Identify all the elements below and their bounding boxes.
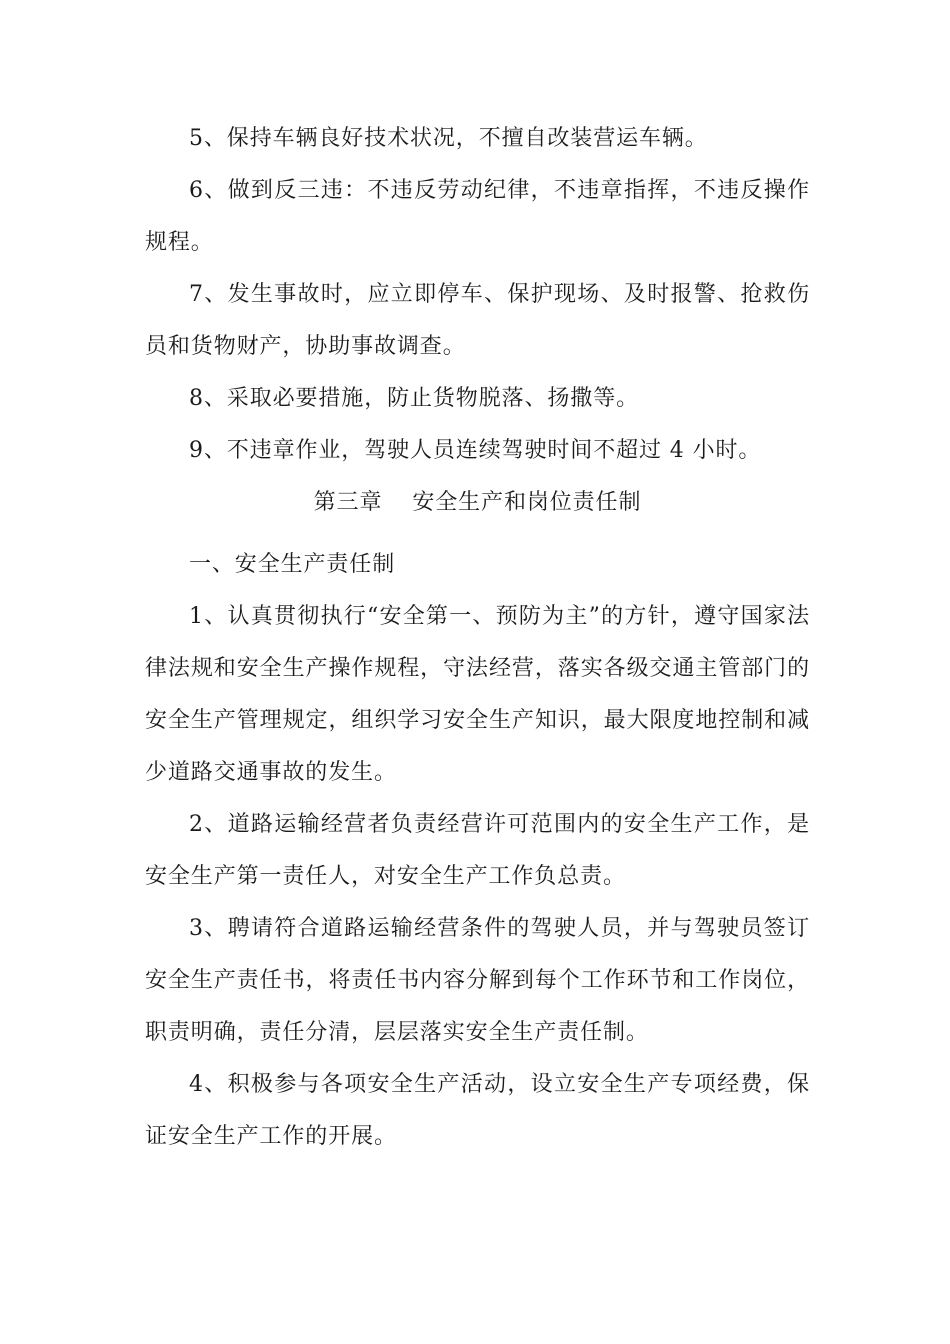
chapter-heading — [145, 477, 810, 539]
document-body — [145, 113, 810, 1163]
list-item: 7、发生事故时，应立即停车、保护现场、及时报警、抢救伤员和货物财产，协助事故调查。 — [145, 282, 810, 359]
chapter-number: 第三章 — [313, 490, 383, 515]
list-item: 5、保持车辆良好技术状况，不擅自改装营运车辆。 — [189, 126, 708, 151]
list-item: 4、积极参与各项安全生产活动，设立安全生产专项经费，保证安全生产工作的开展。 — [145, 1072, 810, 1149]
list-item: 9、不违章作业，驾驶人员连续驾驶时间不超过 4 小时。 — [189, 438, 762, 463]
section-heading: 一、安全生产责任制 — [189, 552, 396, 577]
list-item: 1、认真贯彻执行“安全第一、预防为主”的方针，遵守国家法律法规和安全生产操作规程，守法经营，落实各级交通主管部门的安全生产管理规定，组织学习安全生产知识，最大限度地控制和减少道路交通事故的发生。 — [145, 604, 810, 785]
list-item: 3、聘请符合道路运输经营条件的驾驶人员，并与驾驶员签订安全生产责任书，将责任书内容分解到每个工作环节和工作岗位，职责明确，责任分清，层层落实安全生产责任制。 — [145, 916, 810, 1045]
list-item: 2、道路运输经营者负责经营许可范围内的安全生产工作，是安全生产第一责任人，对安全生产工作负总责。 — [145, 812, 810, 889]
list-item: 6、做到反三违：不违反劳动纪律，不违章指挥，不违反操作规程。 — [145, 178, 810, 255]
chapter-title: 安全生产和岗位责任制 — [412, 490, 642, 515]
list-item: 8、采取必要措施，防止货物脱落、扬撒等。 — [189, 386, 639, 411]
